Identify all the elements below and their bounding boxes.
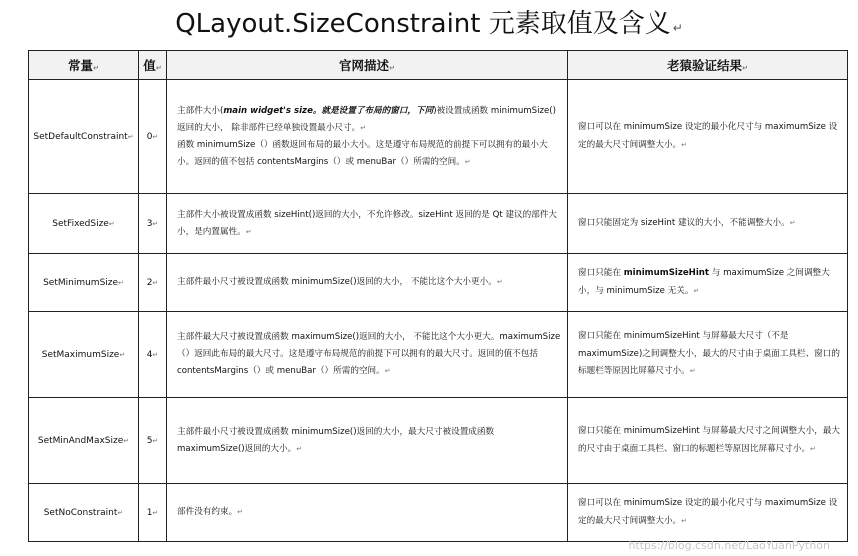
value-cell: 3↵ [139,194,167,254]
value-cell: 2↵ [139,254,167,312]
description-cell: 主部件大小(main widget's size。就是设置了布局的窗口，下同)被设置成函数 minimumSize()返回的大小， 除非部件已经单独设置最小尺寸。↵ 函数 minimumSize（）函数返回布局的最小大小。这是遵守布局规范的前提下可以拥有的最小大小。返回的值不包括 contentsMargins（）或 menuBar（）所需的空间。↵ [167,80,568,194]
value-cell: 1↵ [139,484,167,542]
description-cell: 主部件最小尺寸被设置成函数 minimumSize()返回的大小，最大尺寸被设置成函数 maximumSize()返回的大小。↵ [167,398,568,484]
description-cell: 部件没有约束。↵ [167,484,568,542]
constant-cell: SetMinAndMaxSize↵ [29,398,139,484]
header-official: 官网描述↵ [167,51,568,80]
result-cell: 窗口可以在 minimumSize 设定的最小化尺寸与 maximumSize 设定的最大尺寸间调整大小。↵ [568,80,848,194]
table-row [29,398,848,484]
header-result: 老猿验证结果↵ [568,51,848,80]
result-cell: 窗口只能在 minimumSizeHint 与屏幕最大尺寸（不是 maximumSize)之间调整大小，最大的尺寸由于桌面工具栏、窗口的标题栏等原因比屏幕尺寸小。↵ [568,312,848,398]
table-row [29,312,848,398]
description-cell: 主部件最小尺寸被设置成函数 minimumSize()返回的大小， 不能比这个大小更小。↵ [167,254,568,312]
description-cell: 主部件大小被设置成函数 sizeHint()返回的大小，不允许修改。sizeHint 返回的是 Qt 建议的部件大小，是内置属性。↵ [167,194,568,254]
result-cell: 窗口只能在 minimumSizeHint 与 maximumSize 之间调整大小，与 minimumSize 无关。↵ [568,254,848,312]
header-row [29,51,848,80]
table-row [29,254,848,312]
description-cell: 主部件最大尺寸被设置成函数 maximumSize()返回的大小， 不能比这个大小更大。maximumSize（）返回此布局的最大尺寸。这是遵守布局规范的前提下可以拥有的最大尺寸。返回的值不包括 contentsMargins（）或 menuBar（）所需的空间。↵ [167,312,568,398]
value-cell: 5↵ [139,398,167,484]
constant-cell: SetMaximumSize↵ [29,312,139,398]
result-cell: 窗口可以在 minimumSize 设定的最小化尺寸与 maximumSize 设定的最大尺寸间调整大小。↵ [568,484,848,542]
result-cell: 窗口只能在 minimumSizeHint 与屏幕最大尺寸之间调整大小，最大的尺寸由于桌面工具栏、窗口的标题栏等原因比屏幕尺寸小。↵ [568,398,848,484]
constant-cell: SetNoConstraint↵ [29,484,139,542]
constant-cell: SetDefaultConstraint↵ [29,80,139,194]
value-cell: 4↵ [139,312,167,398]
watermark: https://blog.csdn.net/LaoYuanPython [628,539,830,552]
header-value: 值↵ [139,51,167,80]
result-cell: 窗口只能固定为 sizeHint 建议的大小，不能调整大小。↵ [568,194,848,254]
header-constant: 常量↵ [29,51,139,80]
constant-cell: SetMinimumSize↵ [29,254,139,312]
value-cell: 0↵ [139,80,167,194]
table-row [29,80,848,194]
constant-cell: SetFixedSize↵ [29,194,139,254]
table-row [29,484,848,542]
title-text: QLayout.SizeConstraint 元素取值及含义 [175,9,671,39]
size-constraint-table [28,50,848,542]
table-row [29,194,848,254]
paragraph-mark-icon: ↵ [672,21,683,35]
page-title [0,4,858,44]
